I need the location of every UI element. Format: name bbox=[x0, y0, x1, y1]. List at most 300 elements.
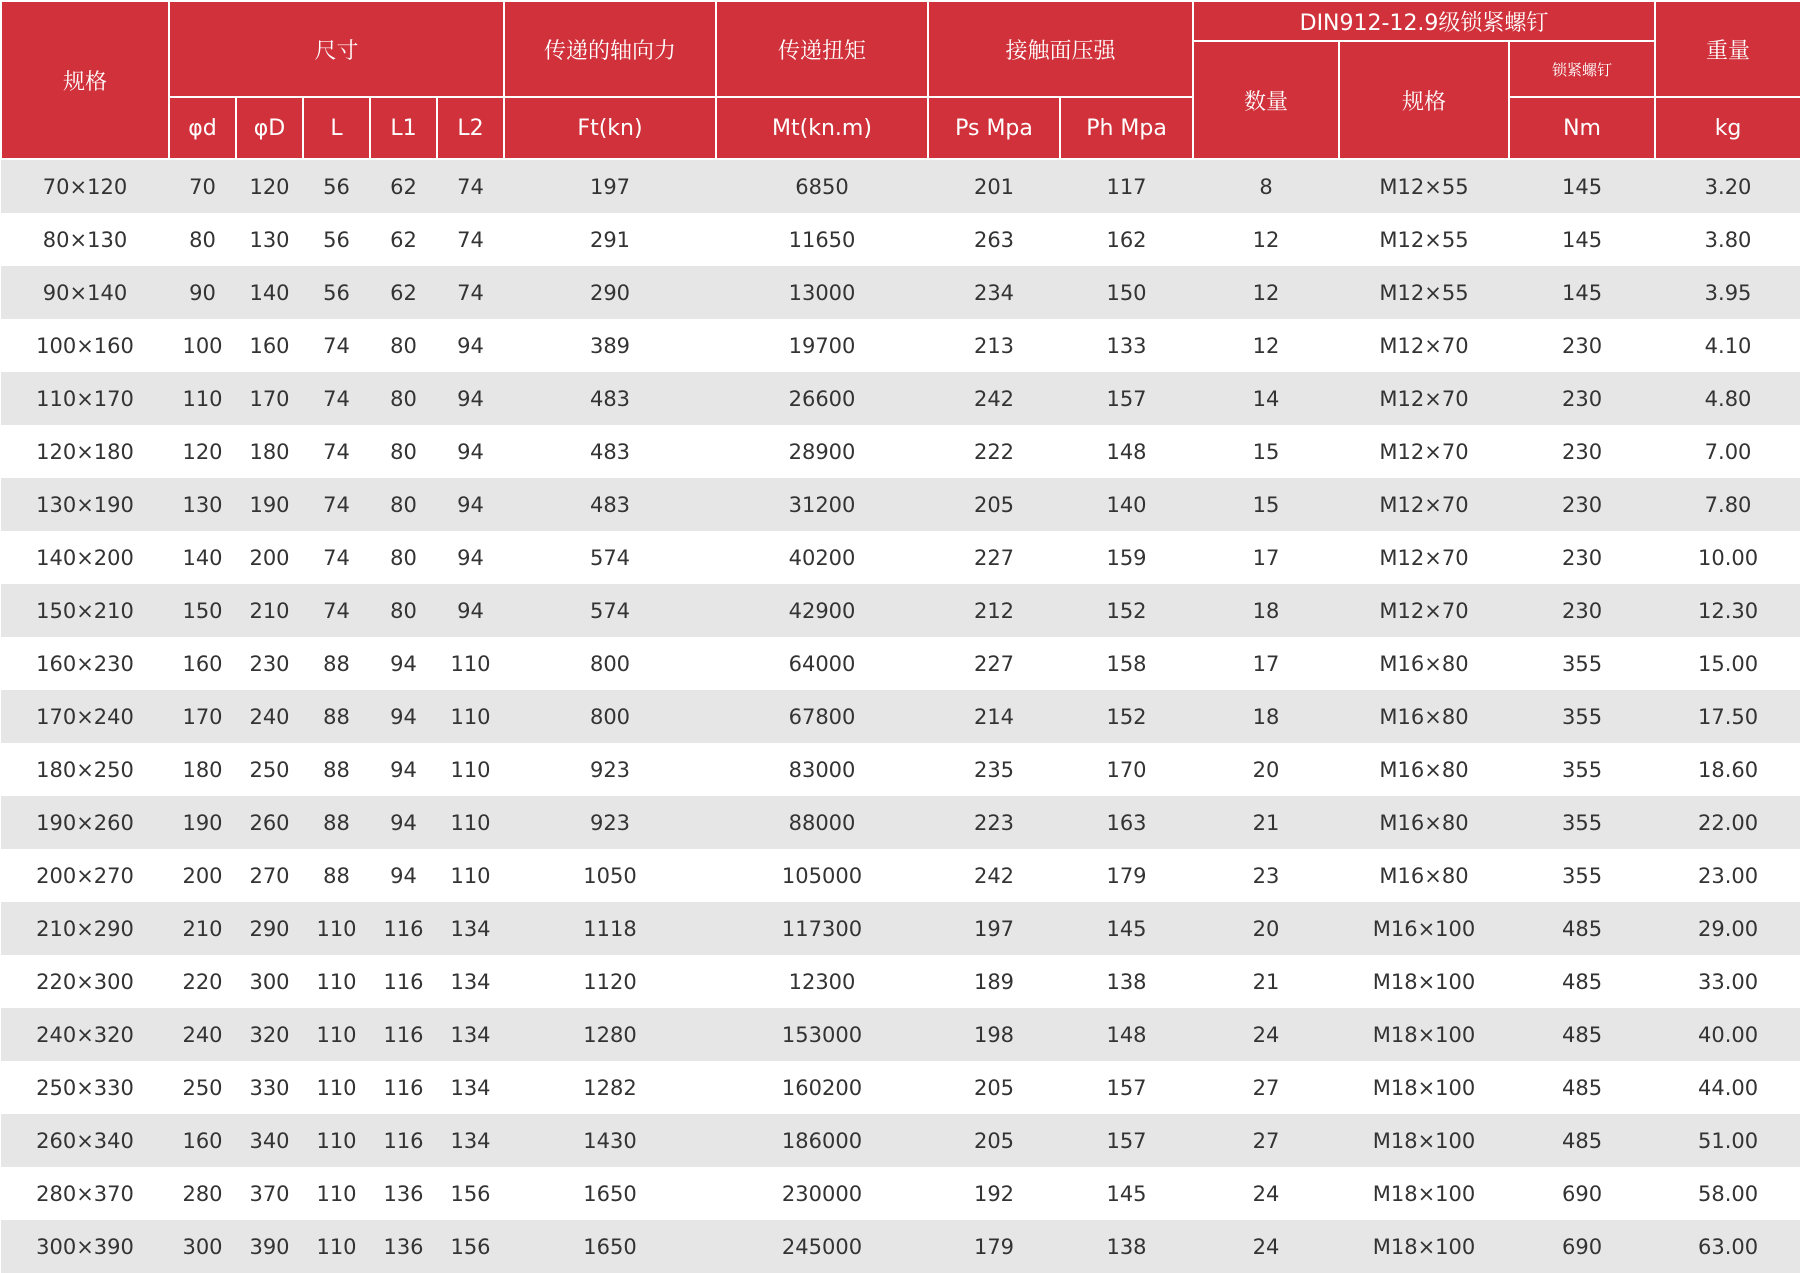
header-phi-D: φD bbox=[236, 97, 303, 159]
table-cell: 163 bbox=[1060, 796, 1193, 849]
table-cell: 160 bbox=[169, 637, 236, 690]
table-cell: 94 bbox=[437, 372, 504, 425]
table-cell: 234 bbox=[928, 266, 1060, 319]
table-cell: 235 bbox=[928, 743, 1060, 796]
table-cell: 157 bbox=[1060, 1114, 1193, 1167]
table-cell: 110 bbox=[303, 955, 370, 1008]
table-cell: 120 bbox=[169, 425, 236, 478]
table-cell: 90 bbox=[169, 266, 236, 319]
table-cell: 370 bbox=[236, 1167, 303, 1220]
table-cell: 230 bbox=[1509, 531, 1655, 584]
table-cell: 110 bbox=[303, 1167, 370, 1220]
table-cell: 355 bbox=[1509, 743, 1655, 796]
table-cell: 70 bbox=[169, 159, 236, 213]
table-cell: 20 bbox=[1193, 743, 1339, 796]
table-cell: 74 bbox=[303, 478, 370, 531]
table-cell: 200×270 bbox=[1, 849, 169, 902]
table-cell: 110 bbox=[303, 1114, 370, 1167]
table-cell: M12×70 bbox=[1339, 531, 1509, 584]
table-cell: 198 bbox=[928, 1008, 1060, 1061]
table-cell: 110 bbox=[437, 796, 504, 849]
table-cell: 320 bbox=[236, 1008, 303, 1061]
table-cell: 94 bbox=[437, 531, 504, 584]
table-cell: M18×100 bbox=[1339, 1114, 1509, 1167]
table-cell: 158 bbox=[1060, 637, 1193, 690]
header-kg: kg bbox=[1655, 97, 1800, 159]
table-cell: 110 bbox=[437, 849, 504, 902]
table-cell: 80 bbox=[169, 213, 236, 266]
table-cell: 31200 bbox=[716, 478, 928, 531]
table-cell: M16×80 bbox=[1339, 743, 1509, 796]
table-cell: 67800 bbox=[716, 690, 928, 743]
table-cell: 27 bbox=[1193, 1061, 1339, 1114]
table-cell: 250×330 bbox=[1, 1061, 169, 1114]
table-cell: 690 bbox=[1509, 1167, 1655, 1220]
table-cell: 74 bbox=[437, 266, 504, 319]
table-cell: 140 bbox=[236, 266, 303, 319]
table-cell: 200 bbox=[169, 849, 236, 902]
table-cell: 3.95 bbox=[1655, 266, 1800, 319]
table-cell: 250 bbox=[169, 1061, 236, 1114]
table-cell: 80 bbox=[370, 584, 437, 637]
table-cell: 145 bbox=[1509, 213, 1655, 266]
table-cell: 120 bbox=[236, 159, 303, 213]
table-cell: M18×100 bbox=[1339, 1167, 1509, 1220]
table-cell: 58.00 bbox=[1655, 1167, 1800, 1220]
table-cell: 300 bbox=[169, 1220, 236, 1273]
table-cell: 140 bbox=[169, 531, 236, 584]
table-cell: M18×100 bbox=[1339, 1061, 1509, 1114]
table-cell: 26600 bbox=[716, 372, 928, 425]
table-cell: 189 bbox=[928, 955, 1060, 1008]
table-cell: 300 bbox=[236, 955, 303, 1008]
table-cell: 88 bbox=[303, 743, 370, 796]
table-cell: 94 bbox=[437, 319, 504, 372]
table-cell: 220 bbox=[169, 955, 236, 1008]
table-cell: 1280 bbox=[504, 1008, 716, 1061]
table-cell: 140×200 bbox=[1, 531, 169, 584]
table-cell: 116 bbox=[370, 1061, 437, 1114]
table-cell: 170 bbox=[236, 372, 303, 425]
table-cell: 389 bbox=[504, 319, 716, 372]
table-cell: 227 bbox=[928, 637, 1060, 690]
table-cell: 213 bbox=[928, 319, 1060, 372]
table-cell: 160 bbox=[236, 319, 303, 372]
table-cell: 12 bbox=[1193, 266, 1339, 319]
table-cell: 15 bbox=[1193, 425, 1339, 478]
table-cell: 7.00 bbox=[1655, 425, 1800, 478]
table-cell: 483 bbox=[504, 425, 716, 478]
table-cell: 130 bbox=[236, 213, 303, 266]
table-body bbox=[1, 159, 1800, 1273]
table-cell: 116 bbox=[370, 902, 437, 955]
table-cell: 150×210 bbox=[1, 584, 169, 637]
table-cell: 88 bbox=[303, 796, 370, 849]
table-cell: 205 bbox=[928, 1114, 1060, 1167]
table-cell: 110 bbox=[437, 690, 504, 743]
table-cell: 120×180 bbox=[1, 425, 169, 478]
table-row bbox=[1, 690, 1800, 743]
table-cell: 18.60 bbox=[1655, 743, 1800, 796]
table-cell: 485 bbox=[1509, 1061, 1655, 1114]
table-cell: 134 bbox=[437, 955, 504, 1008]
table-cell: 245000 bbox=[716, 1220, 928, 1273]
table-cell: 190 bbox=[236, 478, 303, 531]
table-cell: 62 bbox=[370, 213, 437, 266]
table-cell: 1120 bbox=[504, 955, 716, 1008]
table-cell: 105000 bbox=[716, 849, 928, 902]
table-row bbox=[1, 796, 1800, 849]
table-cell: 1118 bbox=[504, 902, 716, 955]
table-cell: 291 bbox=[504, 213, 716, 266]
table-cell: 20 bbox=[1193, 902, 1339, 955]
table-cell: 485 bbox=[1509, 955, 1655, 1008]
table-cell: 7.80 bbox=[1655, 478, 1800, 531]
table-cell: 74 bbox=[303, 425, 370, 478]
table-row bbox=[1, 319, 1800, 372]
table-cell: 210×290 bbox=[1, 902, 169, 955]
table-cell: 110 bbox=[303, 1008, 370, 1061]
table-cell: 574 bbox=[504, 584, 716, 637]
table-cell: 94 bbox=[437, 478, 504, 531]
table-cell: 18 bbox=[1193, 690, 1339, 743]
table-cell: 923 bbox=[504, 743, 716, 796]
table-cell: 230 bbox=[1509, 425, 1655, 478]
table-cell: 88 bbox=[303, 690, 370, 743]
table-cell: 74 bbox=[303, 584, 370, 637]
table-cell: 210 bbox=[236, 584, 303, 637]
table-cell: 390 bbox=[236, 1220, 303, 1273]
header-bolt-screw: 锁紧螺钉 bbox=[1509, 41, 1655, 97]
table-cell: M18×100 bbox=[1339, 1220, 1509, 1273]
table-row bbox=[1, 266, 1800, 319]
table-cell: 145 bbox=[1509, 159, 1655, 213]
table-cell: 152 bbox=[1060, 690, 1193, 743]
table-cell: 227 bbox=[928, 531, 1060, 584]
table-cell: 145 bbox=[1060, 902, 1193, 955]
header-torque: 传递扭矩 bbox=[716, 1, 928, 97]
table-cell: 94 bbox=[437, 584, 504, 637]
table-cell: 150 bbox=[169, 584, 236, 637]
table-cell: 4.10 bbox=[1655, 319, 1800, 372]
table-cell: 117300 bbox=[716, 902, 928, 955]
table-row bbox=[1, 955, 1800, 1008]
table-cell: 197 bbox=[504, 159, 716, 213]
table-cell: 24 bbox=[1193, 1008, 1339, 1061]
table-cell: 110×170 bbox=[1, 372, 169, 425]
table-cell: 230 bbox=[1509, 584, 1655, 637]
table-cell: 138 bbox=[1060, 955, 1193, 1008]
table-cell: 94 bbox=[370, 637, 437, 690]
table-cell: 1050 bbox=[504, 849, 716, 902]
table-cell: 15.00 bbox=[1655, 637, 1800, 690]
table-cell: 74 bbox=[303, 319, 370, 372]
table-cell: 42900 bbox=[716, 584, 928, 637]
table-cell: 260 bbox=[236, 796, 303, 849]
table-cell: 179 bbox=[928, 1220, 1060, 1273]
table-cell: 133 bbox=[1060, 319, 1193, 372]
table-cell: 18 bbox=[1193, 584, 1339, 637]
table-row bbox=[1, 372, 1800, 425]
header-ft: Ft(kn) bbox=[504, 97, 716, 159]
table-cell: 80 bbox=[370, 531, 437, 584]
table-cell: 263 bbox=[928, 213, 1060, 266]
table-cell: 240×320 bbox=[1, 1008, 169, 1061]
table-cell: 27 bbox=[1193, 1114, 1339, 1167]
table-cell: 100×160 bbox=[1, 319, 169, 372]
table-row bbox=[1, 902, 1800, 955]
table-cell: M12×70 bbox=[1339, 425, 1509, 478]
table-row bbox=[1, 1061, 1800, 1114]
table-cell: 485 bbox=[1509, 902, 1655, 955]
table-cell: 21 bbox=[1193, 955, 1339, 1008]
table-cell: 280×370 bbox=[1, 1167, 169, 1220]
header-dimensions: 尺寸 bbox=[169, 1, 504, 97]
table-row bbox=[1, 425, 1800, 478]
table-cell: 110 bbox=[303, 1061, 370, 1114]
table-cell: 190×260 bbox=[1, 796, 169, 849]
table-cell: 10.00 bbox=[1655, 531, 1800, 584]
table-cell: 485 bbox=[1509, 1114, 1655, 1167]
table-cell: 94 bbox=[437, 425, 504, 478]
table-cell: 180 bbox=[169, 743, 236, 796]
table-cell: 300×390 bbox=[1, 1220, 169, 1273]
table-cell: 230 bbox=[236, 637, 303, 690]
table-cell: 110 bbox=[169, 372, 236, 425]
table-cell: 40200 bbox=[716, 531, 928, 584]
table-cell: 330 bbox=[236, 1061, 303, 1114]
table-cell: 186000 bbox=[716, 1114, 928, 1167]
header-L1: L1 bbox=[370, 97, 437, 159]
table-cell: 201 bbox=[928, 159, 1060, 213]
table-cell: 94 bbox=[370, 796, 437, 849]
table-cell: 74 bbox=[437, 213, 504, 266]
table-row bbox=[1, 213, 1800, 266]
table-cell: 483 bbox=[504, 478, 716, 531]
table-cell: 22.00 bbox=[1655, 796, 1800, 849]
table-cell: 19700 bbox=[716, 319, 928, 372]
table-cell: 1650 bbox=[504, 1220, 716, 1273]
table-cell: 94 bbox=[370, 690, 437, 743]
table-cell: 290 bbox=[504, 266, 716, 319]
table-cell: 116 bbox=[370, 1114, 437, 1167]
header-axial-force: 传递的轴向力 bbox=[504, 1, 716, 97]
table-cell: 110 bbox=[437, 743, 504, 796]
table-cell: 160200 bbox=[716, 1061, 928, 1114]
table-cell: M12×55 bbox=[1339, 266, 1509, 319]
table-cell: 62 bbox=[370, 266, 437, 319]
table-cell: 270 bbox=[236, 849, 303, 902]
table-cell: 200 bbox=[236, 531, 303, 584]
table-cell: 24 bbox=[1193, 1167, 1339, 1220]
table-cell: 116 bbox=[370, 955, 437, 1008]
table-cell: 1282 bbox=[504, 1061, 716, 1114]
table-cell: 3.20 bbox=[1655, 159, 1800, 213]
table-cell: 21 bbox=[1193, 796, 1339, 849]
table-cell: 88000 bbox=[716, 796, 928, 849]
header-spec: 规格 bbox=[1, 1, 169, 159]
table-cell: 290 bbox=[236, 902, 303, 955]
table-cell: 355 bbox=[1509, 637, 1655, 690]
table-cell: 134 bbox=[437, 1114, 504, 1167]
table-cell: 94 bbox=[370, 743, 437, 796]
table-cell: 160 bbox=[169, 1114, 236, 1167]
table-cell: 355 bbox=[1509, 849, 1655, 902]
table-cell: 1430 bbox=[504, 1114, 716, 1167]
table-cell: 355 bbox=[1509, 690, 1655, 743]
table-cell: M18×100 bbox=[1339, 1008, 1509, 1061]
table-cell: 56 bbox=[303, 213, 370, 266]
table-cell: M12×70 bbox=[1339, 584, 1509, 637]
table-cell: 17.50 bbox=[1655, 690, 1800, 743]
table-cell: 80 bbox=[370, 372, 437, 425]
table-cell: 70×120 bbox=[1, 159, 169, 213]
table-cell: 117 bbox=[1060, 159, 1193, 213]
table-cell: 152 bbox=[1060, 584, 1193, 637]
header-ps: Ps Mpa bbox=[928, 97, 1060, 159]
table-cell: M12×55 bbox=[1339, 159, 1509, 213]
table-cell: 205 bbox=[928, 1061, 1060, 1114]
table-cell: 90×140 bbox=[1, 266, 169, 319]
table-cell: 250 bbox=[236, 743, 303, 796]
table-cell: 170×240 bbox=[1, 690, 169, 743]
table-cell: 23.00 bbox=[1655, 849, 1800, 902]
table-cell: 17 bbox=[1193, 531, 1339, 584]
table-cell: 230 bbox=[1509, 478, 1655, 531]
table-cell: 14 bbox=[1193, 372, 1339, 425]
table-cell: 74 bbox=[303, 372, 370, 425]
header-L: L bbox=[303, 97, 370, 159]
table-cell: 230 bbox=[1509, 319, 1655, 372]
table-cell: 40.00 bbox=[1655, 1008, 1800, 1061]
table-cell: M16×100 bbox=[1339, 902, 1509, 955]
table-cell: 280 bbox=[169, 1167, 236, 1220]
table-row bbox=[1, 637, 1800, 690]
table-cell: 80 bbox=[370, 478, 437, 531]
table-cell: 212 bbox=[928, 584, 1060, 637]
table-cell: 12.30 bbox=[1655, 584, 1800, 637]
header-ph: Ph Mpa bbox=[1060, 97, 1193, 159]
table-cell: 116 bbox=[370, 1008, 437, 1061]
table-cell: 74 bbox=[437, 159, 504, 213]
table-cell: 210 bbox=[169, 902, 236, 955]
header-mt: Mt(kn.m) bbox=[716, 97, 928, 159]
table-header bbox=[1, 1, 1800, 159]
table-cell: 170 bbox=[169, 690, 236, 743]
table-cell: 12 bbox=[1193, 213, 1339, 266]
table-cell: 94 bbox=[370, 849, 437, 902]
table-row bbox=[1, 531, 1800, 584]
table-cell: 62 bbox=[370, 159, 437, 213]
header-nm: Nm bbox=[1509, 97, 1655, 159]
table-cell: 130×190 bbox=[1, 478, 169, 531]
table-cell: 51.00 bbox=[1655, 1114, 1800, 1167]
table-cell: 74 bbox=[303, 531, 370, 584]
table-cell: 222 bbox=[928, 425, 1060, 478]
table-cell: 56 bbox=[303, 266, 370, 319]
table-cell: 15 bbox=[1193, 478, 1339, 531]
table-cell: 56 bbox=[303, 159, 370, 213]
header-L2: L2 bbox=[437, 97, 504, 159]
table-cell: 12300 bbox=[716, 955, 928, 1008]
table-cell: M12×70 bbox=[1339, 372, 1509, 425]
table-cell: 240 bbox=[236, 690, 303, 743]
table-cell: 29.00 bbox=[1655, 902, 1800, 955]
table-cell: 145 bbox=[1509, 266, 1655, 319]
table-cell: 100 bbox=[169, 319, 236, 372]
table-cell: 110 bbox=[303, 902, 370, 955]
table-row bbox=[1, 743, 1800, 796]
table-row bbox=[1, 159, 1800, 213]
header-bolt-qty: 数量 bbox=[1193, 41, 1339, 159]
table-cell: 136 bbox=[370, 1220, 437, 1273]
table-cell: 483 bbox=[504, 372, 716, 425]
table-cell: 134 bbox=[437, 902, 504, 955]
table-cell: 214 bbox=[928, 690, 1060, 743]
table-cell: 159 bbox=[1060, 531, 1193, 584]
table-cell: M16×80 bbox=[1339, 796, 1509, 849]
table-cell: 690 bbox=[1509, 1220, 1655, 1273]
table-cell: 6850 bbox=[716, 159, 928, 213]
table-row bbox=[1, 584, 1800, 637]
table-row bbox=[1, 1114, 1800, 1167]
table-cell: 83000 bbox=[716, 743, 928, 796]
table-cell: 13000 bbox=[716, 266, 928, 319]
table-cell: 574 bbox=[504, 531, 716, 584]
table-cell: 923 bbox=[504, 796, 716, 849]
table-cell: 4.80 bbox=[1655, 372, 1800, 425]
table-cell: M16×80 bbox=[1339, 690, 1509, 743]
table-cell: 136 bbox=[370, 1167, 437, 1220]
table-cell: 180×250 bbox=[1, 743, 169, 796]
header-pressure: 接触面压强 bbox=[928, 1, 1193, 97]
table-cell: 88 bbox=[303, 637, 370, 690]
table-cell: 192 bbox=[928, 1167, 1060, 1220]
table-cell: 197 bbox=[928, 902, 1060, 955]
table-cell: 485 bbox=[1509, 1008, 1655, 1061]
table-cell: 110 bbox=[303, 1220, 370, 1273]
header-phi-d: φd bbox=[169, 97, 236, 159]
table-cell: 800 bbox=[504, 690, 716, 743]
table-cell: M12×70 bbox=[1339, 319, 1509, 372]
table-cell: 134 bbox=[437, 1061, 504, 1114]
table-cell: 160×230 bbox=[1, 637, 169, 690]
table-cell: 80 bbox=[370, 319, 437, 372]
table-cell: 153000 bbox=[716, 1008, 928, 1061]
table-cell: 130 bbox=[169, 478, 236, 531]
table-cell: 64000 bbox=[716, 637, 928, 690]
table-row bbox=[1, 478, 1800, 531]
table-cell: 157 bbox=[1060, 1061, 1193, 1114]
table-row bbox=[1, 1008, 1800, 1061]
table-cell: 80×130 bbox=[1, 213, 169, 266]
table-cell: 156 bbox=[437, 1220, 504, 1273]
table-cell: 800 bbox=[504, 637, 716, 690]
table-cell: 12 bbox=[1193, 319, 1339, 372]
table-cell: 24 bbox=[1193, 1220, 1339, 1273]
table-cell: 190 bbox=[169, 796, 236, 849]
table-cell: 180 bbox=[236, 425, 303, 478]
table-cell: 340 bbox=[236, 1114, 303, 1167]
table-cell: 230000 bbox=[716, 1167, 928, 1220]
table-cell: 162 bbox=[1060, 213, 1193, 266]
header-weight: 重量 bbox=[1655, 1, 1800, 97]
table-cell: 110 bbox=[437, 637, 504, 690]
table-cell: 157 bbox=[1060, 372, 1193, 425]
table-cell: 63.00 bbox=[1655, 1220, 1800, 1273]
table-cell: 80 bbox=[370, 425, 437, 478]
table-cell: 170 bbox=[1060, 743, 1193, 796]
